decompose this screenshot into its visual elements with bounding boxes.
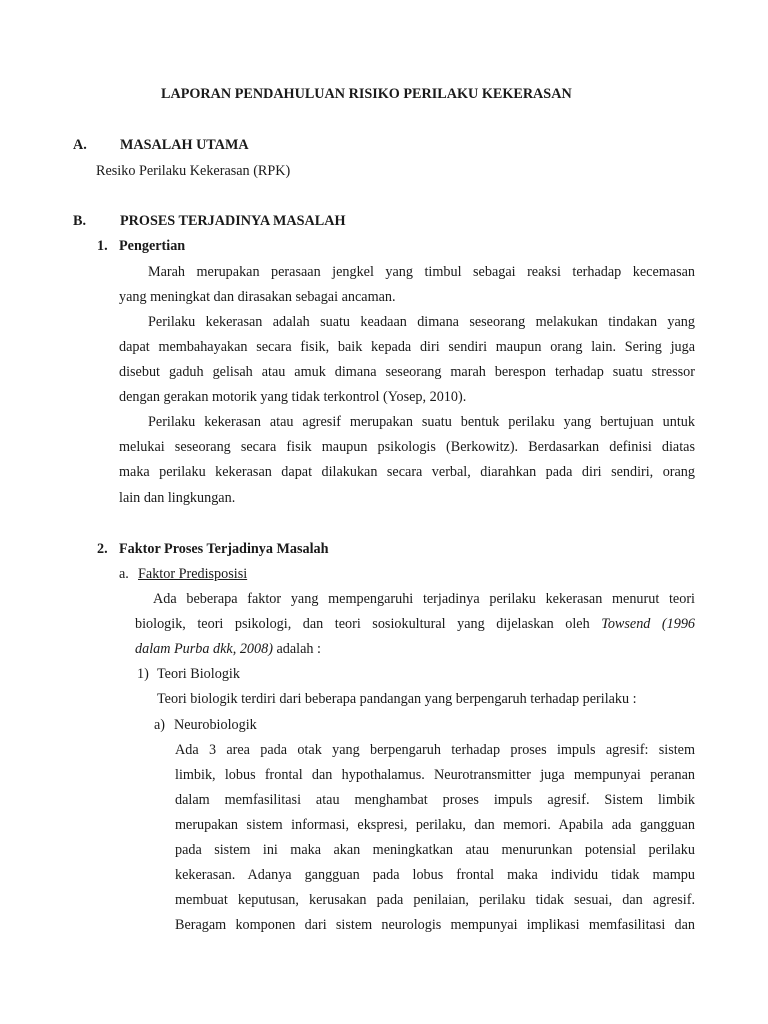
paragraph-line: disebut gaduh gelisah atau amuk dimana seseorang marah berespon terhadap suatu stressor bbox=[119, 364, 695, 380]
paragraph-line: Beragam komponen dari sistem neurologis mempunyai implikasi memfasilitasi dan bbox=[175, 917, 695, 933]
paragraph-line: yang meningkat dan dirasakan sebagai ancaman. bbox=[119, 289, 396, 305]
paragraph-line: kekerasan. Adanya gangguan pada lobus frontal maka individu tidak mampu bbox=[175, 867, 695, 883]
paragraph-line: Perilaku kekerasan atau agresif merupakan suatu bentuk perilaku yang bertujuan untuk bbox=[148, 414, 695, 430]
item-a-sub-heading: Neurobiologik bbox=[174, 717, 257, 733]
paragraph-line bbox=[135, 640, 321, 658]
intro-text: biologik, teori psikologi, dan teori sosiokultural yang dijelaskan oleh bbox=[135, 616, 590, 632]
paragraph-line bbox=[135, 615, 695, 633]
paragraph-line: Ada beberapa faktor yang mempengaruhi terjadinya perilaku kekerasan menurut teori bbox=[153, 591, 695, 607]
item-a-heading: Faktor Predisposisi bbox=[138, 566, 248, 582]
item-a-marker: a. bbox=[119, 566, 129, 582]
paragraph-line: Marah merupakan perasaan jengkel yang timbul sebagai reaksi terhadap kecemasan bbox=[148, 264, 695, 280]
subsection-1-heading: Pengertian bbox=[119, 238, 186, 254]
paragraph-line: merupakan sistem informasi, ekspresi, perilaku, dan memori. Apabila ada gangguan bbox=[175, 817, 695, 833]
section-b-heading: PROSES TERJADINYA MASALAH bbox=[120, 213, 346, 229]
section-b-marker: B. bbox=[73, 213, 87, 229]
paragraph-line: Teori biologik terdiri dari beberapa pandangan yang berpengaruh terhadap perilaku : bbox=[157, 691, 637, 707]
subsection-2-marker: 2. bbox=[97, 541, 108, 557]
paragraph-line: dengan gerakan motorik yang tidak terkontrol (Yosep, 2010). bbox=[119, 389, 467, 405]
intro-end: adalah : bbox=[272, 641, 321, 657]
item-1-marker: 1) bbox=[137, 666, 149, 682]
item-1-heading: Teori Biologik bbox=[157, 666, 240, 682]
paragraph-line: membuat keputusan, kerusakan pada penilaian, perilaku tidak sesuai, dan agresif. bbox=[175, 892, 695, 908]
paragraph-line: Perilaku kekerasan adalah suatu keadaan dimana seseorang melakukan tindakan yang bbox=[148, 314, 695, 330]
paragraph-line: melukai seseorang secara fisik maupun psikologis (Berkowitz). Berdasarkan definisi diatas bbox=[119, 439, 695, 455]
paragraph-line: pada sistem ini maka akan meningkatkan atau menurunkan potensial perilaku bbox=[175, 842, 695, 858]
subsection-2-heading: Faktor Proses Terjadinya Masalah bbox=[119, 541, 329, 557]
paragraph-line: limbik, lobus frontal dan hypothalamus. Neurotransmitter juga mempunyai peranan bbox=[175, 767, 695, 783]
paragraph-line: Ada 3 area pada otak yang berpengaruh terhadap proses impuls agresif: sistem bbox=[175, 742, 695, 758]
paragraph-line: lain dan lingkungan. bbox=[119, 490, 236, 506]
document-title: LAPORAN PENDAHULUAN RISIKO PERILAKU KEKERASAN bbox=[161, 86, 572, 102]
paragraph-line: maka perilaku kekerasan dapat dilakukan secara verbal, diarahkan pada diri sendiri, orang bbox=[119, 464, 695, 480]
section-a-heading: MASALAH UTAMA bbox=[120, 137, 249, 153]
citation: dalam Purba dkk, 2008) bbox=[135, 641, 273, 657]
subsection-1-marker: 1. bbox=[97, 238, 108, 254]
paragraph-line: dapat membahayakan secara fisik, baik kepada diri sendiri maupun orang lain. Sering juga bbox=[119, 339, 695, 355]
citation: Towsend (1996 bbox=[601, 616, 696, 632]
section-a-marker: A. bbox=[73, 137, 87, 153]
paragraph-line: dalam memfasilitasi atau menghambat proses impuls agresif. Sistem limbik bbox=[175, 792, 695, 808]
section-a-text: Resiko Perilaku Kekerasan (RPK) bbox=[96, 163, 291, 179]
item-a-sub-marker: a) bbox=[154, 717, 166, 733]
